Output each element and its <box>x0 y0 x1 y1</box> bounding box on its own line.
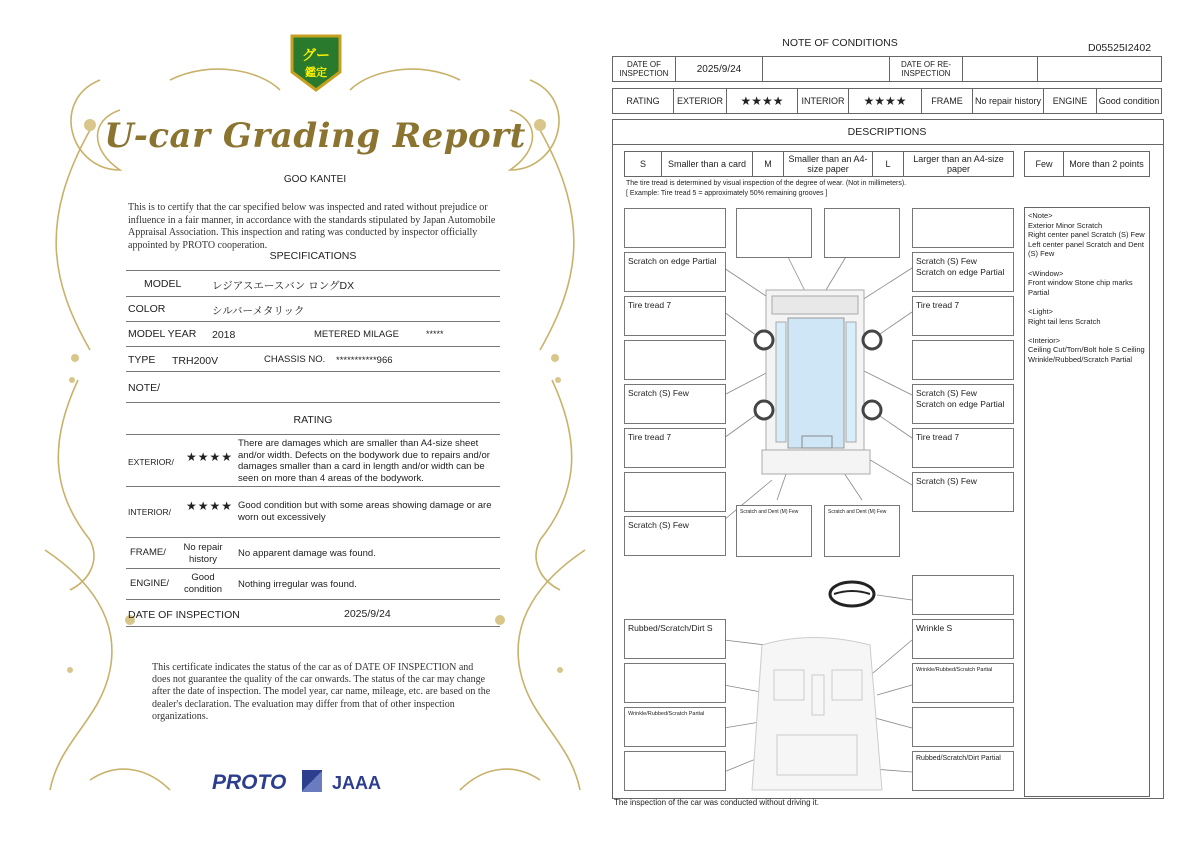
footer-logos <box>212 770 381 795</box>
interior-stars: ★★★★ <box>849 89 922 114</box>
engine-label: ENGINE/ <box>130 578 170 589</box>
proto-logo: PROTO <box>212 771 287 794</box>
few-legend <box>1024 151 1150 177</box>
condition-box-b1: Scratch and Dent (M) Few <box>736 505 812 557</box>
divider <box>612 144 1163 145</box>
exterior-label: EXTERIOR <box>674 89 727 114</box>
interior-view <box>752 638 882 791</box>
condition-box-l1 <box>624 208 726 248</box>
condition-box-r4 <box>912 340 1014 380</box>
legend-key: S <box>625 152 662 177</box>
date-row <box>126 600 500 627</box>
interior-stars: ★★★★ <box>186 499 234 513</box>
report-title: U-car Grading Report <box>104 116 526 156</box>
svg-text:グー: グー <box>302 47 330 63</box>
specs-heading: SPECIFICATIONS <box>269 250 357 262</box>
doc-id: D05525I2402 <box>1088 42 1152 54</box>
engine-row <box>126 569 500 600</box>
footer-note: The inspection of the car was conducted without driving it. <box>614 798 819 807</box>
empty-cell <box>963 57 1038 82</box>
type-label: TYPE <box>128 354 156 366</box>
interior-label: INTERIOR/ <box>128 507 171 517</box>
condition-box-r5: Scratch (S) Few Scratch on edge Partial <box>912 384 1014 424</box>
metered-label: METERED MILAGE <box>314 329 399 340</box>
engine-value: Good condition <box>183 572 223 595</box>
steering-wheel-icon <box>830 582 874 606</box>
color-value: シルバーメタリック <box>212 305 305 317</box>
condition-box-l6: Tire tread 7 <box>624 428 726 468</box>
condition-box-t2 <box>824 208 900 258</box>
condition-box-ir4: Rubbed/Scratch/Dirt Partial <box>912 751 1014 791</box>
legend-text: Smaller than a card <box>662 152 753 177</box>
note-title: NOTE OF CONDITIONS <box>782 37 898 49</box>
interior-label: INTERIOR <box>798 89 849 114</box>
rating-heading: RATING <box>293 414 333 426</box>
chassis-value: ***********966 <box>336 355 393 366</box>
condition-box-b2: Scratch and Dent (M) Few <box>824 505 900 557</box>
condition-box-r7: Scratch (S) Few <box>912 472 1014 512</box>
jaaa-logo-icon <box>302 770 322 792</box>
condition-box-il4 <box>624 751 726 791</box>
model-year-row <box>126 322 500 347</box>
condition-box-r3: Tire tread 7 <box>912 296 1014 336</box>
condition-box-ir2: Wrinkle/Rubbed/Scratch Partial <box>912 663 1014 703</box>
engine-label: ENGINE <box>1044 89 1097 114</box>
condition-box-r6: Tire tread 7 <box>912 428 1014 468</box>
few-key: Few <box>1025 152 1064 177</box>
svg-text:鑑定: 鑑定 <box>305 67 327 79</box>
note-label: NOTE/ <box>128 382 161 394</box>
jaaa-logo: JAAA <box>331 773 381 793</box>
condition-box-l8: Scratch (S) Few <box>624 516 726 556</box>
legend-key: L <box>873 152 904 177</box>
date-value: 2025/9/24 <box>676 57 763 82</box>
van-top-view <box>755 290 881 474</box>
exterior-stars: ★★★★ <box>727 89 798 114</box>
condition-box-il3: Wrinkle/Rubbed/Scratch Partial <box>624 707 726 747</box>
tire-note-1: The tire tread is determined by visual inspection of the degree of wear. (Not in millimeters). <box>626 180 907 187</box>
condition-box-l7 <box>624 472 726 512</box>
descriptions-heading: DESCRIPTIONS <box>847 126 927 138</box>
frame-row <box>126 538 500 569</box>
exterior-row <box>126 436 500 487</box>
condition-box-l2: Scratch on edge Partial <box>624 252 726 292</box>
size-legend <box>624 151 1014 177</box>
date-table <box>612 56 1162 82</box>
condition-box-l5: Scratch (S) Few <box>624 384 726 424</box>
empty-cell <box>1038 57 1162 82</box>
engine-desc: Nothing irregular was found. <box>238 579 357 590</box>
condition-box-il2 <box>624 663 726 703</box>
grading-certificate <box>30 20 600 830</box>
metered-value: ***** <box>426 329 444 339</box>
condition-box-ir1: Wrinkle S <box>912 619 1014 659</box>
condition-box-l4 <box>624 340 726 380</box>
intro-text: This is to certify that the car specified below was inspected and rated without prejudice or influence in a fair manner, in accordance with the standards stipulated by Japan Automobile Appraisal Association. This inspection and rating was conducted by inspector officially appointed by PROTO cooperation. <box>128 202 496 251</box>
date-label: DATE OF INSPECTION <box>128 609 240 621</box>
condition-box-il1: Rubbed/Scratch/Dirt S <box>624 619 726 659</box>
model-label: MODEL <box>144 278 182 290</box>
disclaimer-text: This certificate indicates the status of the car as of DATE OF INSPECTION and does not guarantee the quality of the car onwards. The status of the car may change after the date of inspection. The model year, car name, mileage, etc. are based on the dealer's declaration. The evaluation may differ from that of other inspection organizations. <box>152 662 491 722</box>
tire-note-2: [ Example: Tire tread 5 = approximately 50% remaining grooves ] <box>626 190 828 197</box>
note-of-conditions <box>600 0 1200 848</box>
legend-text: Larger than an A4-size paper <box>904 152 1014 177</box>
frame-value: No repair history <box>973 89 1044 114</box>
condition-box-ir0 <box>912 575 1014 615</box>
rating-table <box>612 88 1162 114</box>
rating-label: RATING <box>613 89 674 114</box>
empty-cell <box>763 57 890 82</box>
model-row <box>126 272 500 297</box>
engine-value: Good condition <box>1097 89 1162 114</box>
goo-kantei-badge <box>288 32 344 94</box>
chassis-label: CHASSIS NO. <box>264 354 326 365</box>
model-year-value: 2018 <box>212 329 236 341</box>
condition-box-l3: Tire tread 7 <box>624 296 726 336</box>
divider <box>126 270 500 271</box>
date-value: 2025/9/24 <box>344 608 391 620</box>
color-label: COLOR <box>128 303 166 315</box>
frame-label: FRAME/ <box>130 547 166 558</box>
legend-key: M <box>753 152 784 177</box>
frame-label: FRAME <box>922 89 973 114</box>
condition-box-ir3 <box>912 707 1014 747</box>
interior-desc: Good condition but with some areas showing damage or are worn out excessively <box>238 500 492 523</box>
condition-box-r1 <box>912 208 1014 248</box>
model-value: レジアスエースバン ロングDX <box>212 280 355 292</box>
color-row <box>126 297 500 322</box>
exterior-stars: ★★★★ <box>186 450 234 464</box>
reinspect-label: DATE OF RE-INSPECTION <box>890 57 963 82</box>
frame-desc: No apparent damage was found. <box>238 548 376 559</box>
exterior-label: EXTERIOR/ <box>128 457 174 467</box>
legend-text: Smaller than an A4-size paper <box>784 152 873 177</box>
divider <box>126 434 500 435</box>
condition-box-t1 <box>736 208 812 258</box>
report-subtitle: GOO KANTEI <box>283 174 347 185</box>
exterior-desc: There are damages which are smaller than A4-size sheet and/or width. Defects on the bodywork due to repairs and/or damages smaller than a card in length and/or width can be seen on more than 4 areas of the bodywork. <box>238 438 490 484</box>
condition-box-r2: Scratch (S) Few Scratch on edge Partial <box>912 252 1014 292</box>
model-year-label: MODEL YEAR <box>128 328 197 340</box>
frame-value: No repair history <box>183 542 223 565</box>
type-value: TRH200V <box>172 355 219 367</box>
interior-row <box>126 487 500 538</box>
few-text: More than 2 points <box>1064 152 1150 177</box>
note-row <box>126 372 500 403</box>
side-note-panel <box>1024 207 1150 797</box>
type-row <box>126 347 500 372</box>
date-label: DATE OF INSPECTION <box>613 57 676 82</box>
side-note-text: <Note> Exterior Minor Scratch Right center panel Scratch (S) Few Left center panel Scratch and Dent (S) Few <Window> Front window Stone chip marks Partial <Light> Right tail lens Scratch <Interior> Ceiling Cut/Torn/Bolt hole S Ceiling Wrinkle/Rubbed/Scratch Partial <box>1028 211 1145 364</box>
